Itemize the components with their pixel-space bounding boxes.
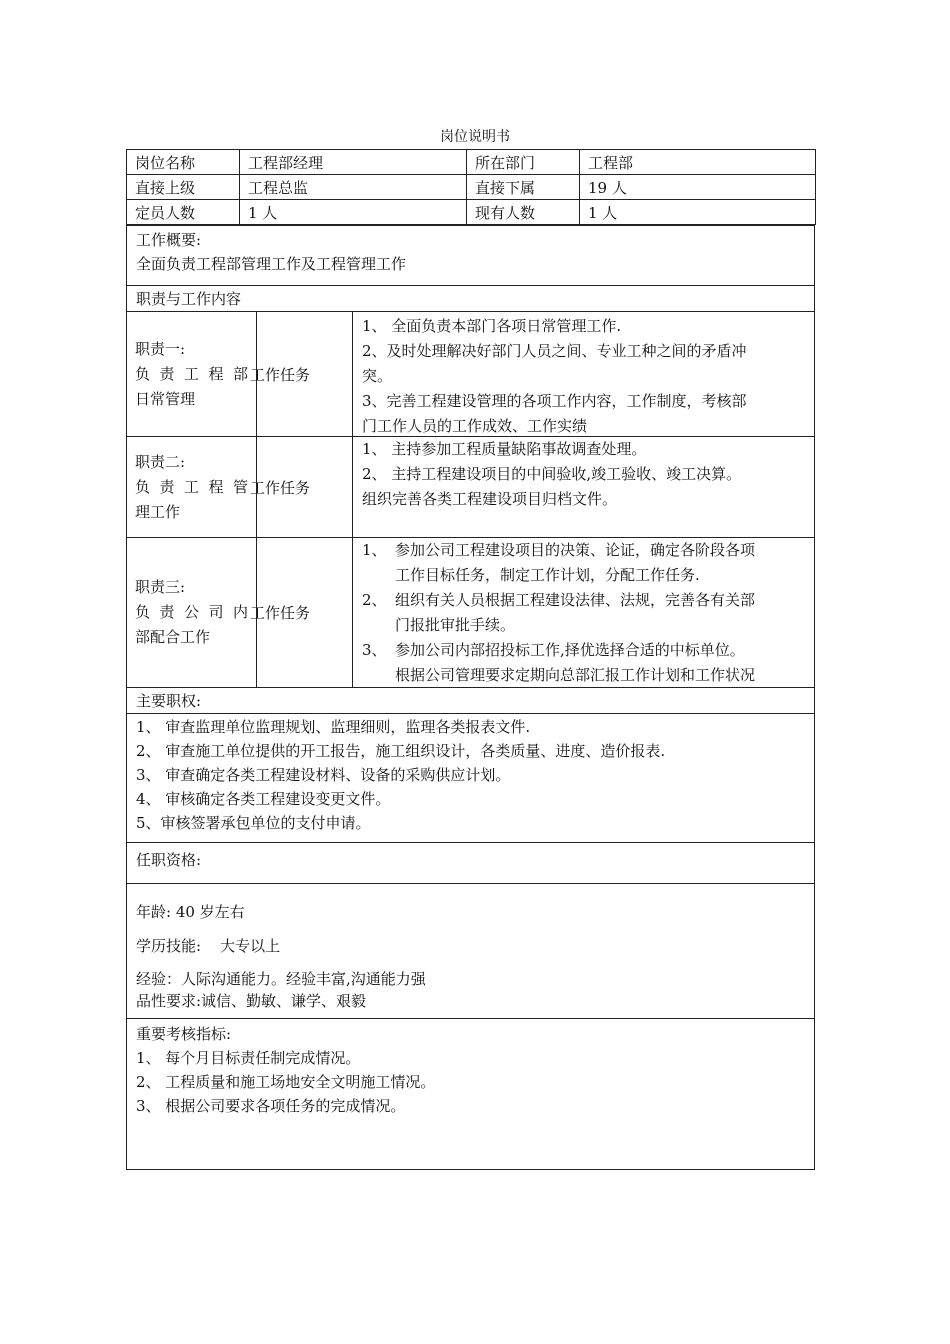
basic-info-table (126, 149, 816, 225)
duty-block-2 (126, 436, 815, 538)
list-item: 门报批审批手续。 (395, 616, 516, 634)
list-item: 1、 主持参加工程质量缺陷事故调查处理。 (362, 440, 647, 458)
authority-section (126, 713, 815, 843)
position-name-value: 工程部经理 (240, 150, 467, 175)
duty-desc: 负责公司内 (135, 603, 248, 621)
duty-desc: 负责工程管 (135, 477, 248, 496)
overview-text: 全面负责工程部管理工作及工程管理工作 (136, 255, 407, 273)
duty-items (353, 538, 814, 687)
list-item: 2、 工程质量和施工场地安全文明施工情况。 (136, 1073, 436, 1091)
duty-desc: 理工作 (135, 502, 181, 521)
qualification-section (126, 883, 815, 1019)
task-label: 工作任务 (240, 312, 353, 436)
list-item: 突。 (362, 367, 393, 385)
list-item: 3、 根据公司要求各项任务的完成情况。 (136, 1097, 406, 1115)
list-item: 组织完善各类工程建设项目归档文件。 (362, 490, 618, 508)
list-item: 3、 审查确定各类工程建设材料、设备的采购供应计划。 (136, 766, 511, 784)
table-row (127, 200, 816, 225)
subordinate-value: 19 人 (580, 175, 816, 200)
subordinate-label: 直接下属 (467, 175, 580, 200)
duty-title-cell (127, 437, 257, 537)
duty-items (353, 312, 814, 436)
list-item: 2、及时处理解决好部门人员之间、专业工种之间的矛盾冲 (362, 342, 747, 360)
current-count-label: 现有人数 (467, 200, 580, 225)
list-item: 3、 参加公司内部招投标工作,择优选择合适的中标单位。 (362, 641, 745, 659)
duty-block-1 (126, 311, 815, 437)
age-requirement: 年龄: 40 岁左右 (136, 903, 245, 921)
duty-title-cell (127, 312, 257, 436)
kpi-section (126, 1018, 815, 1170)
education-requirement: 学历技能: 大专以上 (136, 937, 281, 955)
experience-requirement: 经验：人际沟通能力。经验丰富,沟通能力强 (136, 970, 426, 988)
list-item: 1、 全面负责本部门各项日常管理工作. (362, 317, 622, 335)
list-item: 2、 审查施工单位提供的开工报告，施工组织设计，各类质量、进度、造价报表. (136, 742, 666, 760)
duty-desc: 日常管理 (135, 389, 196, 408)
list-item: 根据公司管理要求定期向总部汇报工作计划和工作状况 (395, 666, 756, 684)
authority-header: 主要职权: (126, 687, 815, 714)
superior-value: 工程总监 (240, 175, 467, 200)
list-item: 门工作人员的工作成效、工作实绩 (362, 417, 588, 435)
kpi-label: 重要考核指标: (136, 1025, 232, 1043)
quota-value: 1 人 (240, 200, 467, 225)
overview-label: 工作概要: (136, 231, 202, 249)
qualification-header: 任职资格: (126, 842, 815, 884)
list-item: 1、 参加公司工程建设项目的决策、论证，确定各阶段各项 (362, 541, 756, 559)
duty-desc: 部配合工作 (135, 628, 211, 646)
overview-section (126, 225, 815, 286)
list-item: 3、完善工程建设管理的各项工作内容，工作制度，考核部 (362, 392, 747, 410)
duty-desc: 负责工程部 (135, 364, 248, 383)
table-row (127, 150, 816, 175)
character-requirement: 品性要求:诚信、勤敏、谦学、艰毅 (136, 992, 367, 1010)
list-item: 2、 组织有关人员根据工程建设法律、法规，完善各有关部 (362, 591, 756, 609)
duty-name: 职责二: (135, 452, 186, 471)
task-label: 工作任务 (240, 538, 353, 687)
department-value: 工程部 (580, 150, 816, 175)
duty-name: 职责一: (135, 339, 186, 358)
list-item: 1、 每个月目标责任制完成情况。 (136, 1049, 361, 1067)
list-item: 2、 主持工程建设项目的中间验收,竣工验收、竣工决算。 (362, 465, 742, 483)
list-item: 5、审核签署承包单位的支付申请。 (136, 814, 371, 832)
document-title: 岗位说明书 (440, 129, 510, 145)
task-label: 工作任务 (240, 437, 353, 537)
duties-header: 职责与工作内容 (126, 285, 815, 312)
quota-label: 定员人数 (127, 200, 240, 225)
department-label: 所在部门 (467, 150, 580, 175)
table-row (127, 175, 816, 200)
duty-title-cell (127, 538, 257, 687)
duty-block-3 (126, 537, 815, 688)
duty-name: 职责三: (135, 578, 186, 596)
position-name-label: 岗位名称 (127, 150, 240, 175)
list-item: 4、 审核确定各类工程建设变更文件。 (136, 790, 391, 808)
current-count-value: 1 人 (580, 200, 816, 225)
duty-items (353, 437, 814, 537)
list-item: 工作目标任务，制定工作计划，分配工作任务. (395, 566, 700, 584)
superior-label: 直接上级 (127, 175, 240, 200)
list-item: 1、 审查监理单位监理规划、监理细则，监理各类报表文件. (136, 718, 531, 736)
